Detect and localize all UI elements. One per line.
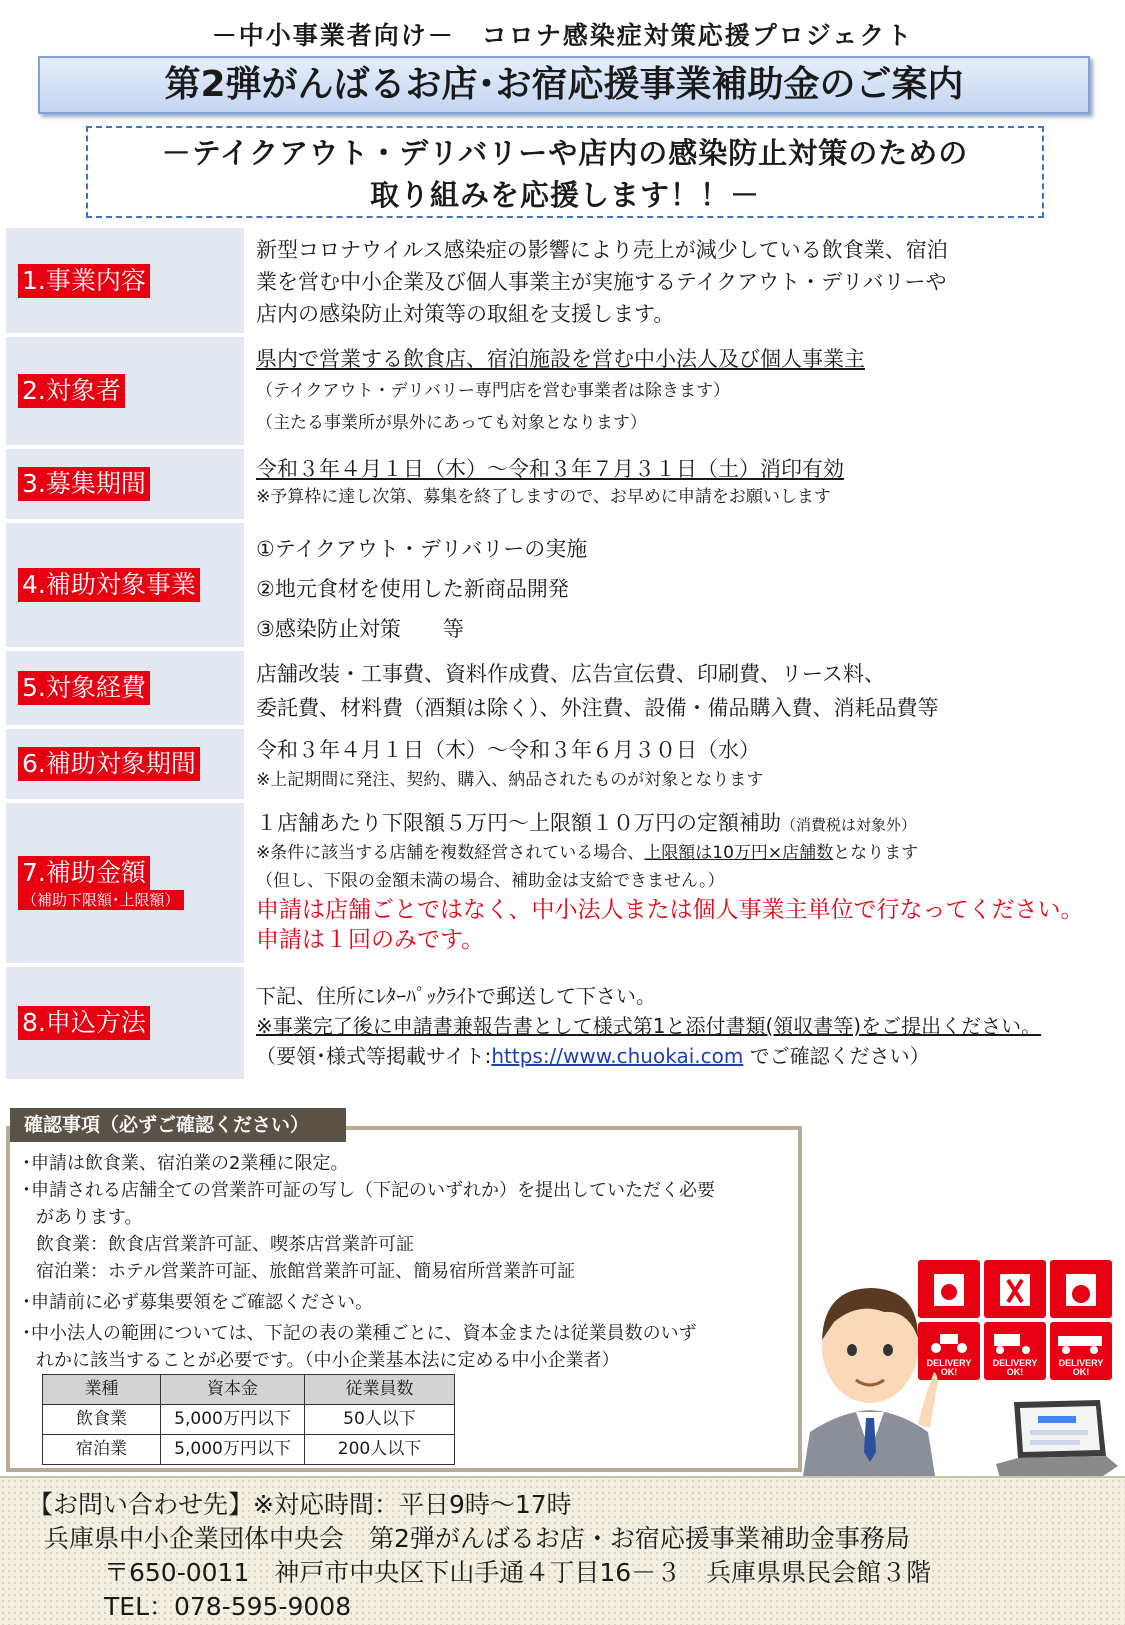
confirm-item: 飲食業：飲食店営業許可証、喫茶店営業許可証	[36, 1234, 414, 1255]
row-text: 新型コロナウイルス感染症の影響により売上が減少している飲食業、宿泊	[256, 238, 948, 262]
row-text: １店舗あたり下限額５万円～上限額１０万円の定額補助	[256, 811, 781, 835]
row-note: ※上記期間に発注、契約、購入、納品されたものが対象となります	[256, 770, 764, 790]
row-label: 2.対象者	[18, 374, 125, 408]
table-cell: 50人以下	[305, 1405, 455, 1435]
confirmation-tab: 確認事項（必ずご確認ください）	[10, 1108, 346, 1142]
row-subsidy-period	[6, 729, 1115, 799]
row-label: 3.募集期間	[18, 467, 150, 501]
confirm-item: ･申請される店舗全ての営業許可証の写し（下記のいずれか）を提出していただく必要	[22, 1180, 715, 1201]
table-header: 従業員数	[305, 1375, 455, 1405]
row-eligible-projects	[6, 523, 1115, 647]
subtitle-line-2: 取り組みを応援します！！－	[369, 178, 760, 212]
delivery-label: OK!	[1006, 1367, 1024, 1377]
table-cell: 5,000万円以下	[161, 1405, 305, 1435]
row-label: 1.事業内容	[18, 264, 150, 298]
row-label: 7.補助金額	[18, 856, 150, 890]
footer-line: 【お問い合わせ先】※対応時間：平日9時～17時	[28, 1490, 572, 1519]
table-row	[43, 1405, 455, 1435]
delivery-label: OK!	[940, 1367, 958, 1377]
sme-criteria-table	[42, 1374, 455, 1465]
delivery-label: DELIVERY	[926, 1358, 972, 1368]
row-note: （但し、下限の金額未満の場合、補助金は支給できません。）	[256, 871, 725, 891]
subtitle-line-1: －テイクアウト・デリバリーや店内の感染防止対策のための	[161, 136, 969, 170]
row-note: となります	[833, 843, 919, 863]
list-item: ①テイクアウト・デリバリーの実施	[256, 537, 588, 561]
delivery-icons	[918, 1322, 1112, 1380]
confirm-item: があります。	[36, 1207, 143, 1228]
footer-address: 〒650-0011 神戸市中央区下山手通４丁目16－３ 兵庫県県民会館３階	[104, 1558, 932, 1587]
warning-text: 申請は店舗ごとではなく、中小法人または個人事業主単位で行なってください。申請は１回のみです。	[256, 897, 1084, 953]
confirm-item: れかに該当することが必要です。（中小企業基本法に定める中小企業者）	[36, 1350, 620, 1371]
table-cell: 飲食業	[43, 1405, 161, 1435]
row-text: 業を営む中小企業及び個人事業主が実施するテイクアウト・デリバリーや	[256, 270, 947, 294]
confirm-item: 宿泊業：ホテル営業許可証、旅館営業許可証、簡易宿所営業許可証	[36, 1261, 576, 1282]
row-text: 店舗改装・工事費、資料作成費、広告宣伝費、印刷費、リース料、	[256, 662, 885, 686]
footer-phone: TEL：078-595-9008	[104, 1592, 352, 1621]
row-text: 下記、住所にﾚﾀｰﾊﾟｯｸﾗｲﾄで郵送して下さい。	[256, 984, 656, 1008]
delivery-label: DELIVERY	[992, 1358, 1038, 1368]
row-note: （消費税は対象外）	[781, 816, 917, 834]
confirm-item: ･中小法人の範囲については、下記の表の業種ごとに、資本金または従業員数のいず	[22, 1323, 697, 1344]
laptop-icon	[996, 1400, 1118, 1478]
row-application-period	[6, 449, 1115, 519]
row-note: （主たる事業所が県外にあっても対象となります）	[256, 413, 647, 433]
table-header: 資本金	[161, 1375, 305, 1405]
table-cell: 宿泊業	[43, 1435, 161, 1465]
table-cell: 200人以下	[305, 1435, 455, 1465]
page-title: 第2弾がんばるお店･お宿応援事業補助金のご案内	[38, 56, 1090, 114]
confirmation-box	[6, 1126, 802, 1472]
row-text: 店内の感染防止対策等の取組を支援します。	[256, 302, 675, 326]
row-application-method	[6, 967, 1115, 1079]
list-item: ③感染防止対策 等	[256, 617, 464, 641]
row-eligible-expenses	[6, 651, 1115, 725]
row-label: 6.補助対象期間	[18, 747, 200, 781]
takeout-icons	[918, 1260, 1112, 1318]
row-subsidy-amount	[6, 803, 1115, 963]
confirm-item: ･申請前に必ず募集要領をご確認ください。	[22, 1292, 373, 1313]
row-note: （テイクアウト・デリバリー専門店を営む事業者は除きます）	[256, 381, 730, 401]
contact-footer	[0, 1476, 1125, 1625]
confirm-item: ･申請は飲食業、宿泊業の2業種に限定。	[22, 1153, 349, 1174]
table-header: 業種	[43, 1375, 161, 1405]
row-sub-label: （補助下限額･上限額）	[18, 890, 184, 910]
table-row	[43, 1435, 455, 1465]
website-link[interactable]: https://www.chuokai.com	[491, 1044, 744, 1068]
illustration	[800, 1252, 1118, 1482]
row-text: 令和３年４月１日（木）～令和３年６月３０日（水）	[256, 738, 760, 762]
row-note: ※予算枠に達し次第、募集を終了しますので、お早めに申請をお願いします	[256, 487, 831, 507]
list-item: ②地元食材を使用した新商品開発	[256, 577, 569, 601]
row-note: ※条件に該当する店舗を複数経営されている場合、	[256, 843, 645, 863]
header-kicker: －中小事業者向け－ コロナ感染症対策応援プロジェクト	[211, 21, 914, 50]
subtitle-box	[86, 126, 1044, 218]
row-text: でご確認ください）	[743, 1044, 930, 1068]
info-table	[6, 228, 1115, 1083]
row-text: 委託費、材料費（酒類は除く）、外注費、設備・備品購入費、消耗品費等	[256, 696, 939, 720]
delivery-label: DELIVERY	[1058, 1358, 1104, 1368]
row-text: 県内で営業する飲食店、宿泊施設を営む中小法人及び個人事業主	[256, 347, 865, 371]
table-cell: 5,000万円以下	[161, 1435, 305, 1465]
row-text: ※事業完了後に申請書兼報告書として様式第1と添付書類(領収書等)をご提出ください。	[256, 1014, 1042, 1038]
row-text: （要領･様式等掲載サイト:	[256, 1044, 492, 1068]
row-business-content	[6, 228, 1115, 333]
businessman-icon	[802, 1288, 938, 1482]
row-label: 5.対象経費	[18, 671, 150, 705]
row-label: 8.申込方法	[18, 1006, 150, 1040]
footer-line: 兵庫県中小企業団体中央会 第2弾がんばるお店・お宿応援事業補助金事務局	[44, 1524, 910, 1553]
delivery-label: OK!	[1072, 1367, 1090, 1377]
row-note-underlined: 上限額は10万円×店舗数	[644, 843, 834, 863]
row-target	[6, 337, 1115, 445]
table-header-row	[43, 1375, 455, 1405]
row-label: 4.補助対象事業	[18, 568, 200, 602]
row-text: 令和３年４月１日（木）～令和３年７月３１日（土）消印有効	[256, 457, 844, 481]
